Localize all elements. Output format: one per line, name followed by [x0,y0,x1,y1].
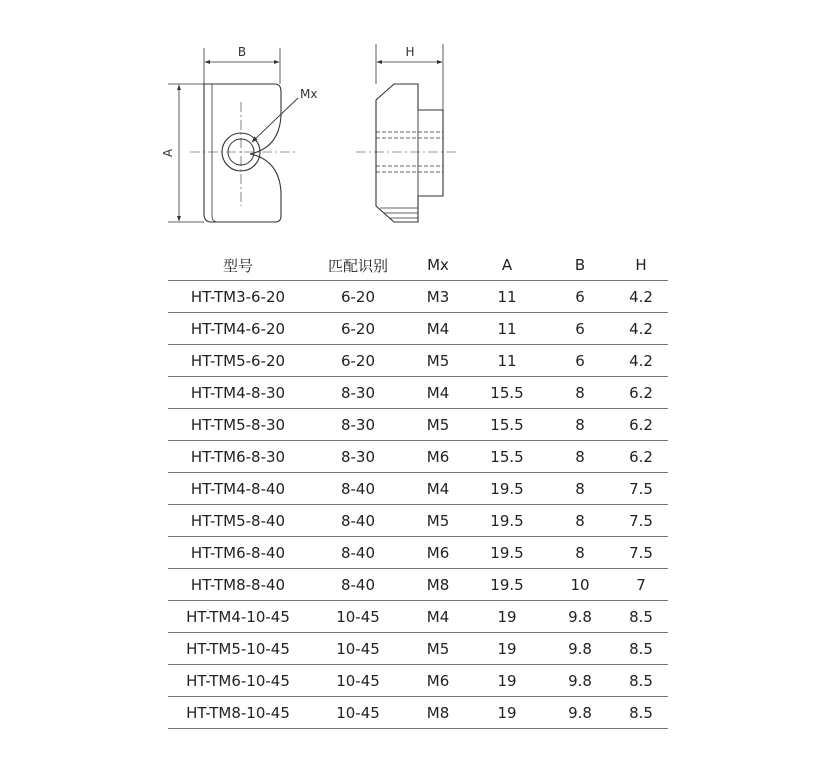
cell-b: 6 [546,281,614,313]
cell-match-id: 8-40 [308,569,408,601]
table-row [168,473,668,505]
header-h: H [614,250,668,281]
cell-model: HT-TM6-10-45 [168,665,308,697]
table-row [168,569,668,601]
cell-mx: M6 [408,665,468,697]
label-b: B [237,45,247,59]
cell-mx: M8 [408,697,468,729]
table-row [168,313,668,345]
cell-b: 9.8 [546,665,614,697]
cell-model: HT-TM5-8-30 [168,409,308,441]
cell-model: HT-TM4-10-45 [168,601,308,633]
cell-a: 19.5 [468,473,546,505]
cell-mx: M3 [408,281,468,313]
cell-h: 6.2 [614,377,668,409]
cell-b: 8 [546,505,614,537]
cell-mx: M5 [408,409,468,441]
cell-a: 19.5 [468,569,546,601]
cell-h: 6.2 [614,409,668,441]
cell-mx: M4 [408,473,468,505]
cell-mx: M5 [408,345,468,377]
table-row [168,505,668,537]
cell-match-id: 8-40 [308,473,408,505]
table-row [168,601,668,633]
cell-match-id: 8-30 [308,441,408,473]
header-b: B [546,250,614,281]
cell-b: 9.8 [546,601,614,633]
cell-h: 7.5 [614,473,668,505]
table-body [168,281,668,729]
header-model: 型号 [168,250,308,281]
cell-model: HT-TM4-6-20 [168,313,308,345]
technical-drawing [0,0,836,250]
table-row [168,441,668,473]
cell-model: HT-TM5-10-45 [168,633,308,665]
cell-h: 8.5 [614,665,668,697]
cell-mx: M4 [408,313,468,345]
table-row [168,345,668,377]
cell-model: HT-TM3-6-20 [168,281,308,313]
cell-mx: M4 [408,377,468,409]
cell-a: 19 [468,665,546,697]
mx-leader [252,98,298,142]
label-mx: Mx [300,87,318,101]
header-a: A [468,250,546,281]
table-row [168,409,668,441]
cell-b: 9.8 [546,633,614,665]
cell-b: 8 [546,409,614,441]
cell-mx: M8 [408,569,468,601]
table-header-row [168,250,668,281]
cell-match-id: 6-20 [308,345,408,377]
cell-b: 6 [546,345,614,377]
cell-a: 19.5 [468,537,546,569]
cell-b: 8 [546,473,614,505]
side-view-body [376,84,443,222]
cell-h: 8.5 [614,633,668,665]
cell-a: 19 [468,601,546,633]
cell-h: 7.5 [614,537,668,569]
cell-model: HT-TM4-8-30 [168,377,308,409]
cell-h: 6.2 [614,441,668,473]
cell-match-id: 8-30 [308,377,408,409]
cell-a: 15.5 [468,377,546,409]
cell-b: 9.8 [546,697,614,729]
cell-model: HT-TM5-8-40 [168,505,308,537]
table-row [168,697,668,729]
cell-a: 15.5 [468,409,546,441]
cell-match-id: 8-30 [308,409,408,441]
cell-h: 8.5 [614,601,668,633]
cell-b: 8 [546,441,614,473]
cell-h: 8.5 [614,697,668,729]
front-view [168,48,298,222]
cell-a: 11 [468,345,546,377]
table-row [168,633,668,665]
cell-mx: M6 [408,441,468,473]
cell-b: 8 [546,377,614,409]
cell-match-id: 6-20 [308,313,408,345]
cell-match-id: 6-20 [308,281,408,313]
cell-match-id: 8-40 [308,537,408,569]
cell-a: 19.5 [468,505,546,537]
table-row [168,377,668,409]
header-match-id: 匹配识别 [308,250,408,281]
side-view [356,44,456,222]
cell-match-id: 10-45 [308,601,408,633]
cell-match-id: 10-45 [308,665,408,697]
spec-table [168,250,668,729]
cell-match-id: 10-45 [308,697,408,729]
cell-mx: M5 [408,505,468,537]
cell-mx: M4 [408,601,468,633]
label-a: A [161,148,175,158]
cell-h: 7.5 [614,505,668,537]
cell-a: 19 [468,633,546,665]
cell-h: 7 [614,569,668,601]
table-row [168,537,668,569]
front-view-body [204,84,281,222]
cell-a: 19 [468,697,546,729]
cell-match-id: 10-45 [308,633,408,665]
cell-b: 6 [546,313,614,345]
cell-model: HT-TM6-8-40 [168,537,308,569]
table-row [168,665,668,697]
cell-model: HT-TM4-8-40 [168,473,308,505]
label-h: H [405,45,415,59]
cell-model: HT-TM8-10-45 [168,697,308,729]
cell-a: 11 [468,281,546,313]
cell-b: 8 [546,537,614,569]
cell-h: 4.2 [614,345,668,377]
cell-h: 4.2 [614,313,668,345]
table-row [168,281,668,313]
header-mx: Mx [408,250,468,281]
cell-model: HT-TM6-8-30 [168,441,308,473]
cell-b: 10 [546,569,614,601]
cell-mx: M5 [408,633,468,665]
cell-match-id: 8-40 [308,505,408,537]
cell-a: 15.5 [468,441,546,473]
cell-model: HT-TM5-6-20 [168,345,308,377]
cell-model: HT-TM8-8-40 [168,569,308,601]
cell-h: 4.2 [614,281,668,313]
cell-mx: M6 [408,537,468,569]
cell-a: 11 [468,313,546,345]
